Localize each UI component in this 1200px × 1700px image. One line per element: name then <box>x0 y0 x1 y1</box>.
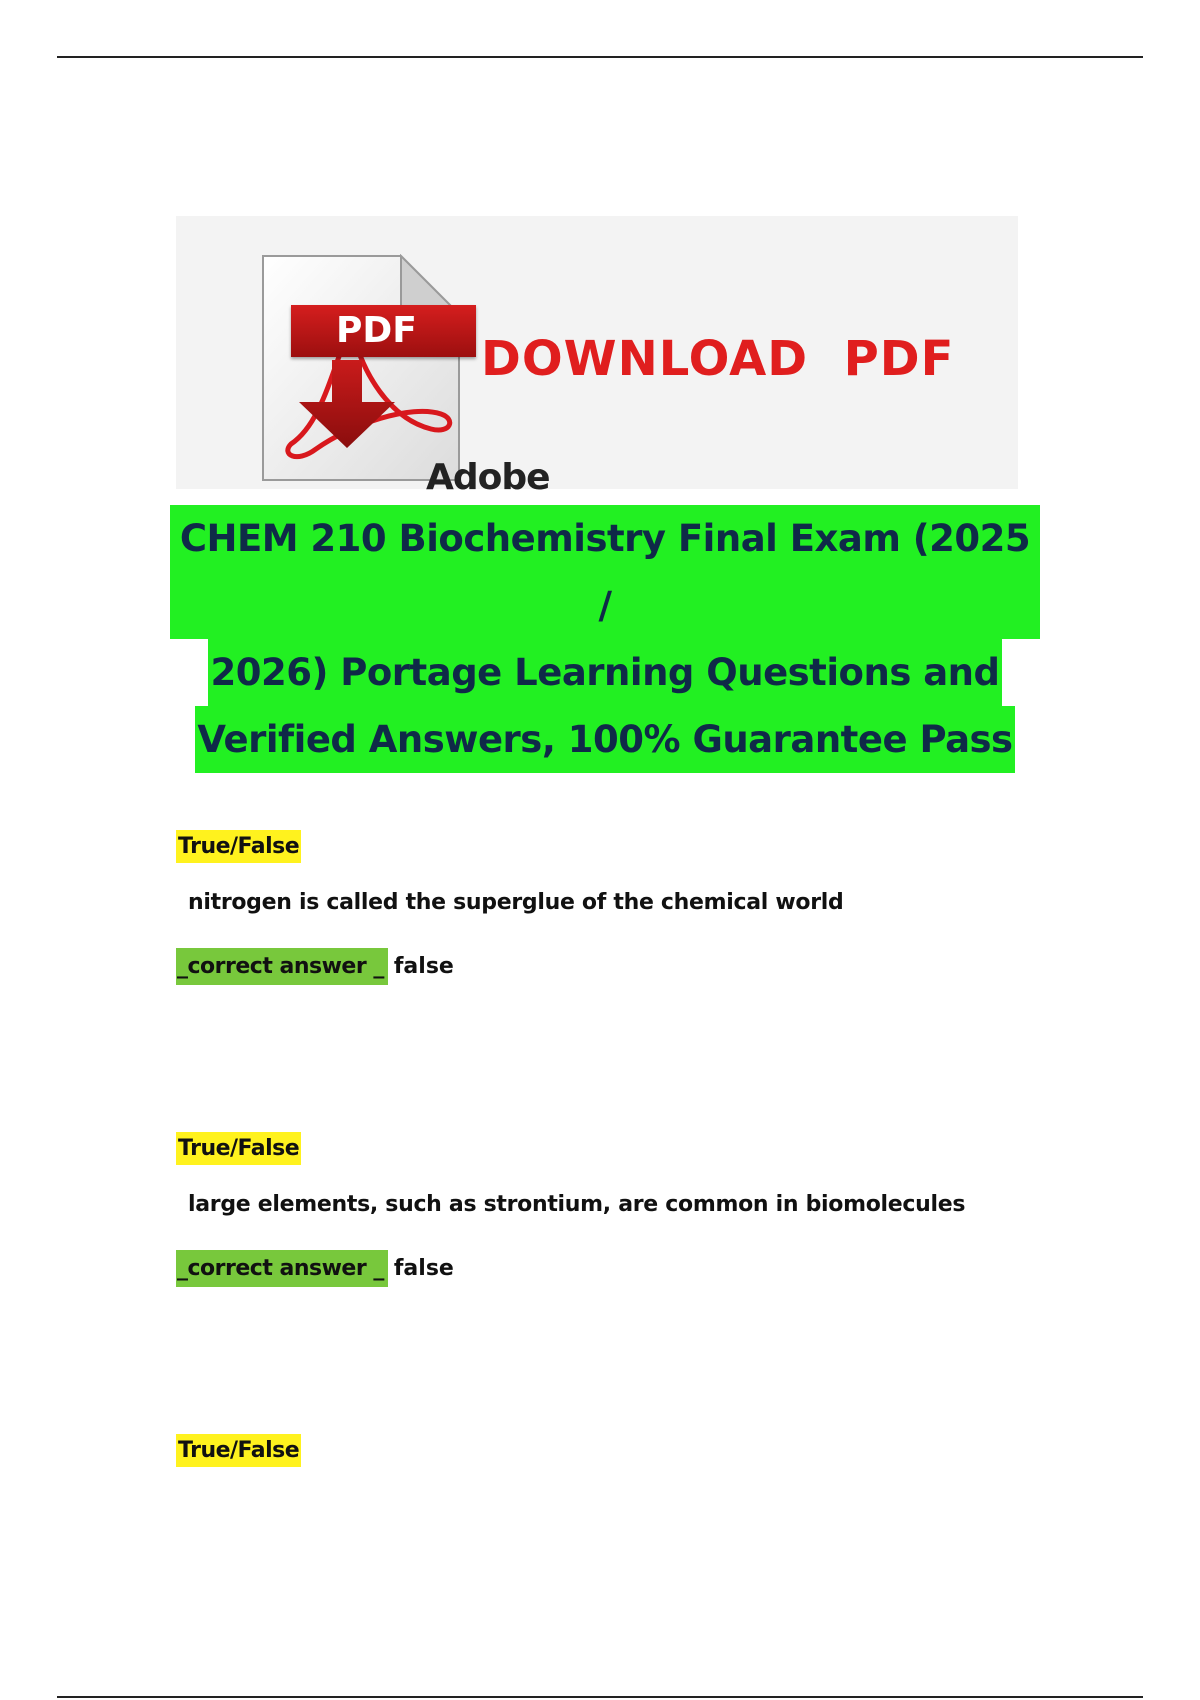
answer-row <box>176 948 454 985</box>
question-text: nitrogen is called the superglue of the chemical world <box>188 890 844 915</box>
title-line-1: CHEM 210 Biochemistry Final Exam (2025 / <box>170 505 1040 639</box>
title-line-2: 2026) Portage Learning Questions and <box>208 639 1001 706</box>
question-type-label: True/False <box>176 1434 301 1467</box>
answer-label: _correct answer _ <box>176 948 388 985</box>
download-pdf-banner[interactable] <box>176 216 1018 498</box>
answer-value: false <box>393 1256 454 1281</box>
question-type-label: True/False <box>176 1132 301 1165</box>
adobe-pdf-icon <box>261 254 550 498</box>
download-pdf-text[interactable]: DOWNLOAD PDF <box>481 331 955 387</box>
question-block <box>176 1434 301 1467</box>
question-type-label: True/False <box>176 830 301 863</box>
answer-row <box>176 1250 454 1287</box>
title-line-3: Verified Answers, 100% Guarantee Pass <box>195 706 1014 773</box>
adobe-wordmark: Adobe <box>426 457 550 498</box>
question-text: large elements, such as strontium, are common in biomolecules <box>188 1192 966 1217</box>
pdf-badge: PDF <box>291 305 476 357</box>
answer-label: _correct answer _ <box>176 1250 388 1287</box>
download-arrow-icon <box>299 360 399 450</box>
question-block <box>176 830 844 979</box>
answer-value: false <box>393 954 454 979</box>
bottom-rule <box>57 1696 1143 1698</box>
question-block <box>176 1132 966 1281</box>
top-rule <box>57 56 1143 58</box>
document-title <box>170 505 1040 773</box>
